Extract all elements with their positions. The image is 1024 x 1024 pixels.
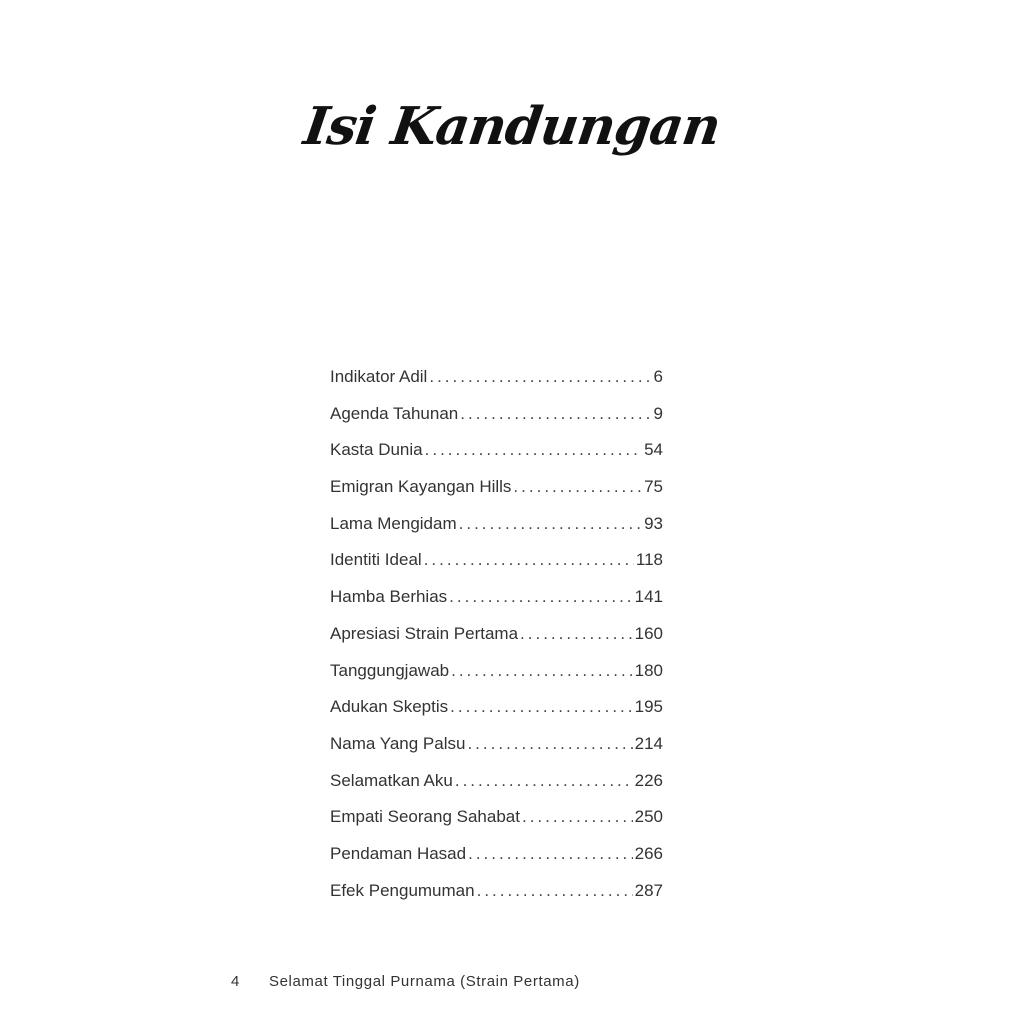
toc-dot-leader (424, 545, 634, 575)
toc-entry (330, 582, 663, 619)
toc-entry-title: Pendaman Hasad (330, 843, 467, 863)
toc-entry-page: 250 (634, 807, 663, 827)
toc-dot-leader (467, 729, 632, 759)
toc-entry-title: Kasta Dunia (330, 440, 423, 460)
toc-entry (330, 545, 663, 582)
toc-entry-page: 141 (634, 587, 663, 607)
page-footer (231, 973, 580, 990)
toc-entry-page: 93 (644, 513, 663, 533)
toc-entry-title: Apresiasi Strain Pertama (330, 623, 519, 643)
toc-dot-leader (513, 472, 642, 502)
toc-entry-page: 195 (634, 697, 663, 717)
toc-entry (330, 362, 663, 399)
toc-dot-leader (429, 362, 651, 392)
toc-entry-title: Selamatkan Aku (330, 770, 453, 790)
toc-dot-leader (455, 766, 633, 796)
toc-entry (330, 802, 663, 839)
toc-entry-title: Adukan Skeptis (330, 697, 449, 717)
toc-entry (330, 839, 663, 876)
table-of-contents (330, 362, 663, 912)
toc-entry (330, 509, 663, 546)
toc-dot-leader (477, 876, 633, 906)
toc-entry (330, 619, 663, 656)
toc-dot-leader (468, 839, 633, 869)
toc-entry-page: 6 (653, 367, 663, 386)
toc-entry-page: 214 (634, 733, 663, 753)
toc-entry-title: Agenda Tahunan (330, 403, 459, 423)
toc-entry-title: Empati Seorang Sahabat (330, 807, 520, 827)
toc-dot-leader (449, 582, 632, 612)
toc-entry-page: 54 (644, 440, 663, 460)
toc-entry (330, 692, 663, 729)
toc-entry-page: 180 (634, 660, 663, 680)
toc-entry-title: Hamba Berhias (330, 587, 448, 607)
toc-dot-leader (425, 435, 642, 465)
toc-entry (330, 399, 663, 436)
footer-page-number: 4 (231, 973, 240, 990)
toc-entry-page: 9 (653, 403, 663, 423)
footer-book-title: Selamat Tinggal Purnama (Strain Pertama) (269, 973, 580, 990)
page-title: Isi Kandungan (300, 96, 724, 157)
toc-entry-page: 118 (635, 550, 663, 570)
toc-entry (330, 876, 663, 913)
toc-entry (330, 766, 663, 803)
toc-entry (330, 656, 663, 693)
toc-entry-page: 75 (644, 477, 663, 497)
toc-entry-title: Lama Mengidam (330, 513, 457, 533)
toc-entry (330, 472, 663, 509)
toc-entry (330, 729, 663, 766)
toc-entry-title: Indikator Adil (330, 367, 428, 386)
toc-dot-leader (460, 399, 651, 429)
toc-entry-title: Efek Pengumuman (330, 880, 475, 900)
toc-dot-leader (522, 802, 633, 832)
toc-entry (330, 435, 663, 472)
toc-entry-title: Nama Yang Palsu (330, 733, 466, 753)
toc-entry-title: Tanggungjawab (330, 660, 450, 680)
toc-entry-page: 226 (634, 770, 663, 790)
toc-entry-page: 266 (634, 843, 663, 863)
toc-entry-title: Emigran Kayangan Hills (330, 477, 512, 497)
toc-entry-title: Identiti Ideal (330, 550, 422, 570)
toc-dot-leader (459, 509, 642, 539)
toc-dot-leader (520, 619, 633, 649)
toc-entry-page: 160 (634, 623, 663, 643)
toc-dot-leader (450, 692, 632, 722)
toc-entry-page: 287 (634, 880, 663, 900)
toc-dot-leader (451, 656, 633, 686)
